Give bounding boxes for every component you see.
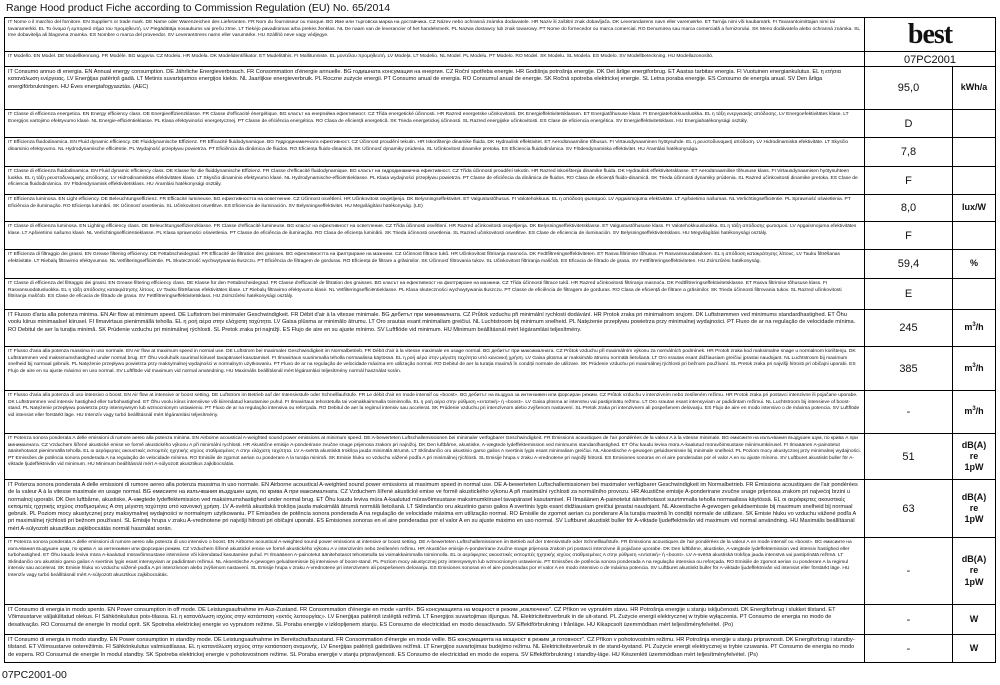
row-description: IT Flusso d'aria alla potenza di uso intensivo o boost. EN Air flow at intensive or boost setting. DE Luftstrom im Betrieb auf der Intensivstufe oder Schnelllaufstufe. FR Le débit d'air en mode intensif ou «boost». BG дебитът на въздуха за интензивен или форсиран режим. CZ Průtok vzduchu v intenzivním nebo zesíleném režimu. HR Protok zraka pri postavci intenzivne ili pojačane uporabe. DK Luftstrømmen ved intensiv hastighed eller turbohastighed. ET Õhu voolu kiirus intensiivse või kiirendatud kasutamise puhul. FI Ilmavirtaus tehostetulla tai voimakkaimmalla toiminnolla. EL η ροή αέρα στην ρύθμιση «εντατική» ή «boost». LV Gaisa plūsma ar intensīvu vai pastiprinātu režīmu. LT Oro srautas esant intensyviam ar padidintam režimui. NL Luchtstroom bij intensieve of boost-stand. PL Natężenie przepływu powietrza przy intensywnym lub wzmocnionym ustawieniu. PT Fluxo de ar na regulação intensiva ou reforçada. RO Debitul de aer la regimul intensiv sau accelerat. SK Prúdenie vzduchu pri intenzívnom alebo zvýšenom nastavení. SL Pretok zraka pri intenzivnem ali pospešenem delovanju. ES Flujo de aire en modo intensivo o de máxima potencia. SV Luftflöde vid intensivt eller förstärkt läge. HU Intenzív vagy turbó beállításnál mért légáramlási teljesítmény. — [5, 391, 865, 433]
light-class-row — [5, 221, 995, 249]
row-unit — [953, 167, 995, 194]
row-value: - — [865, 538, 953, 604]
document-code: 07PC2001-00 — [2, 669, 67, 681]
row-description: IT Efficienza di filtraggio dei grassi. EN Grease filtering efficiency. DE Fettabscheidegrad. FR Efficacité de filtration des graisses. BG ефективността на филтриране на мазнини. CZ Účinnost filtrace tuků. HR Učinkovitost filtriranja masnoća. DK Fedtfiltreringseffektiviteten. ET Rasva filtrimise tõhusus. FI Rasvanssuodatuksen. EL η απόδοση κατακράτησης λίπους. LV Tauku filtrēšanas efektivitāte. LT Riebalų filtravimo efektyvumas. NL Vetfilteringsefficiëntie. PL Skuteczność wychwytywania tłuszczu. PT Eficiência de filtragem de gorduras. RO Eficiența de filtrare a grăsimilor. SK Účinnosť filtrovania tukov. SL Učinkovitost filtriranja maščob. ES Eficacia de filtrado de grasa. SV Fettfiltreringseffektiviteten. HU Zsírszűrési hatékonyság. — [5, 250, 865, 278]
energy-class-row — [5, 109, 995, 137]
row-value: - — [865, 635, 953, 662]
row-value: E — [865, 279, 953, 309]
row-unit: dB(A) re 1pW — [961, 491, 987, 525]
row-value: D — [865, 110, 953, 137]
row-unit: % — [969, 258, 978, 269]
row-value: 7,8 — [865, 138, 953, 166]
row-description: IT Nome o il marchio del fornitore. EN Supplier's or trade mark. DE Name oder Warenzeichen des Lieferanten. FR Nom du fournisseur ou marque. BG Име или търговска марка на доставчика. CZ Název nebo ochranná známka dodavatele. HR Naziv ili zaštitni znak dobavljača. DK Leverandørens navn eller varemærke. ET Tarnija nimi või kaubamärk. FI Tavarantoimittajan nimi tai tavaramerkki. EL Το όνομα ή εμπορικό σήμα του προμηθευτή. LV Piegādātāja nosaukums vai preču zīme. LT Tiekėjo pavadinimas arba prekės ženklas. NL De naam van de leverancier of het handelsmerk. PL Nazwa dostawcy lub znak towarowy. PT Nome do fornecedor ou marca comercial. RO Denumirea sau marca comercială a furnizorului. SK Meno dodávateľa alebo ochranná známka. SL Ime dobavitelja ali blagovna znamka. ES Nombre o marca del proveedor. SV Leverantörens namn eller varumärke. HU Szállító neve vagy védjegye. — [5, 18, 865, 51]
row-unit: kWh/a — [960, 82, 988, 93]
row-unit: dB(A) re 1pW — [961, 439, 987, 473]
brand-logo — [865, 18, 995, 49]
row-description: IT Classe di efficienza energetica. EN Energy efficiency class. DE Energieeffizienzklasse. FR Classe d'efficacité énergétique. BG класът на енергийна ефективност. CZ Třída energetické účinnosti. HR Razred energetske učinkovitosti. DK Energieffektivitetsklassen. ET Energiatõhususe klass. FI Energiatehokkuusluokka. EL η τάξη ενεργειακής απόδοσης. LV Energoefektivitātes klase. LT Energijos vartojimo efektyvumo klasė. NL Energie-efficiëntieklasse. PL Klasa efektywności energetycznej. PT Classe de eficiência energética. RO Clasa de eficiență energetică. SK Trieda energetickej účinnosti. SL Razred energijske učinkovitosti. ES Clase de eficiencia energética. SV Energieffektivitetsklass. HU Energiahatékonysági osztály. — [5, 110, 865, 137]
light-efficiency-row — [5, 194, 995, 221]
row-description: IT Consumo di energia in modo spento. EN Power consumption in off mode. DE Leistungsaufnahme im Aus-Zustand. FR Consommation d'énergie en mode «arrêt». BG консумацията на мощност в режим „изключено“. CZ Příkon ve vypnutém stavu. HR Potrošnja energije u stanju isključenosti. DK Energiforbrug i slukket tilstand. ET Võimsustarve väljalülitatud olekus. FI Sähkönkulutus pois-tilassa. EL η κατανάλωση ισχύος στην κατάσταση «εκτός λειτουργίας». LV Enerģijas patēriņš izslēgtā režīmā. LT Energijos suvartojimas išjungus. NL Elektriciteitsverbruik in de uit-stand. PL Zużycie energii elektrycznej w trybie wyłączenia. PT Consumo de energia no modo de desativação. RO Consumul de energie în modul oprit. SK Spotreba elektrickej energie vo vypnutom režime. SL Poraba energije v izklopljenem stanju. ES Consumo de electricidad en modo desactivado. SV Effektförbrukning i frånläge. HU Kikapcsolt üzemmódban mért teljesítményfelvétel. (Po) — [5, 605, 865, 634]
row-description: IT Classe di efficienza luminosa. EN Lighting efficiency class. DE Beleuchtungseffizienzklasse. FR Classe d'efficacité lumineuse. BG класът на ефективност на осветление. CZ Třída účinnosti osvětlení. HR Razred učinkovitosti osvjetljenja. DK Belysningseffektivitetsklasse. ET Valgustustõhususe klass. FI Valotehokkuusluokka. EL η τάξη απόδοσης φωτισμού. LV Apgaismojuma efektivitātes klase. LT Apšvietimo našumo klasė. NL Verlichtingsefficiëntieklasse. PL Klasa sprawności oświetlenia. PT Classe de eficiência de iluminação. RO Clasa de eficiența luminării. SK Trieda účinnosti osvetlenia. SL Razred učinkovitosti osvetlitve. ES Clase de eficiencia de iluminación. SV Belysningseffektivitetsklass. HU Megvilágítási hatékonysági osztály. — [5, 222, 865, 249]
noise-min-row — [5, 433, 995, 479]
row-unit — [953, 279, 995, 309]
row-value: F — [865, 167, 953, 194]
row-value: 8,0 — [865, 195, 953, 221]
airflow-max-row — [5, 346, 995, 390]
row-value: 59,4 — [865, 250, 953, 278]
row-description: IT Classe di efficienza fluidodinamica. EN Fluid dynamic efficiency class. DE Klasse für die fluiddynamische Effizienz. FR Classe d'efficacité fluidodynamique. BG класът на гидродинамична ефективност. CZ Třída účinnosti proudění tekutin. HR Razred iskorištenja dinamike fluida. DK Hydraulisk effektivitetsklasse. ET Aerodünaamilise tõhususe klass. FI Virtausdynaamisen hyötysuhteen luokka. EL η τάξη ρευστοδυναμικής απόδοσης. LV Hidrodinamiskās efektivitātes klase. LT Skysčio dinaminio efektyvumo klasė. NL Hydrodynamische-efficiëntieklasse. PL Klasa wydajności przepływu powietrza. PT Classe de eficiência da dinâmica de fluidos. RO Clasa de eficiență fluido-dinamică. SK Trieda účinnosti dynamiky prúdenia. SL Razred učinkovitosti dinamike pretoka. ES Clase de eficiencia fluidodinámica. SV Flödesdynamisk effektivitetsklass. HU Áramlási hatékonysági osztály. — [5, 167, 865, 194]
grease-efficiency-row — [5, 249, 995, 278]
row-description: IT Potenza sonora ponderata A delle emissioni di rumore aereo alla potenza di uso intensivo o boost. EN Airborne acoustical A-weighted sound power emissions at intensive or boost setting. DE A-bewerteten Luftschallemissionen im Betrieb auf der Intensivstufe oder Schnelllaufstufe. FR Émissions acoustiques de l'air pondérées de la valeur A en mode intensif ou «boost». BG емисиите на излъчвания въздушен шум, по крива А за интензивен или форсиран режим. CZ Vzduchem šířené akustické emise ve formě akustického výkonu A v intenzivním nebo zesíleném režimu. HR Akustične emisije A-ponderirane zvučne snage prijenosa zrakom pri postavci intenzivne ili pojačane uporabe. DK Den luftbårne, akustiske, A-vægtede lydeffektemission ved intensiv hastighed eller turbohastighed. ET Õhu kaudu leviva müra A-kaalutud müravõimsustase intensiivse või kiirendatud kasutamise puhul. FI Ilmaäänen A-painotetut äänitehotasot tehostetulla tai voimakkaimmalla toiminnolla. EL οι αερόφερτες ακουστικές εκπομπές ηχητικής ισχύος σταθμισμένες Α στην ρύθμιση «εντατική» ή «boost». LV A-svērtā akustiskā trokšņa jauda intensīvā vai pastiprinātā režīmā. LT Sklindančio oru akustinio garso galios A svertinis lygis esant intensyviam ar padidintam režimui. NL Akoestische A-gewogen geluidsemissie bij intensieve of boost-stand. PL Poziom mocy akustycznej przy intensywnym lub wzmocnionym ustawieniu. PT Emissões de potência sonora ponderada A na regulação intensiva ou reforçada. RO Emisiile de zgomot aerian cu ponderare A la regimul intensiv sau accelerat. SK Emisie hluku vo vzduchu vážené podľa A pri intenzívnom alebo zvýšenom nastavení. SL Emisije hrupa v zraku A-vrednotene pri intenzivnem ali pospešenem delovanju. ES Emisiones sonoras en el aire ponderadas por el valor A en modo intensivo o de máxima potencia. SV Luftburet akustiskt buller för A-viktade ljudeffektnivån vid intensivt eller förstärkt läge. HU Intenzív vagy turbó beállításnál mért A-súlyozott akusztikus zajkibocsátás. — [5, 538, 865, 604]
row-unit: $m^3/h$ — [964, 406, 984, 417]
noise-boost-row — [5, 537, 995, 604]
power-standby-row — [5, 634, 995, 662]
row-description: IT Classe di efficienza del filtraggio dei grassi. EN Grease filtering efficiency class. DE Klasse für den Fettabscheidegrad. FR Classe d'efficacité de filtration des graisses. BG класът на ефективност на филтриране на мазнини. CZ Třída účinnosti filtrace tuků. HR Razred učinkovitosti filtriranja masnoća. DK Fedtfiltreringseffektivitetsklasse. ET Rasva filtrimise tõhususe klass. FI Rasvansuodatusluokka. EL η τάξη απόδοσης κατακράτησης λίπους. LV Tauku filtrēšanas efektivitātes klase. LT Riebalų filtravimo efektyvumo klasė. NL Vetfilteringsefficiëntieklasse. PL Klasa skuteczności wychwytywania tłuszczu. PT Classe de eficiência de filtragem de gorduras. RO Clasa de eficiență de filtrare a grăsimilor. SK Trieda účinnosti filtrovania tukov. SL Razred učinkovitosti filtriranja maščob. ES Clase de eficacia de filtrado de grasa. SV Fettfiltreringseffektivitetsklass. HU Zsírszűrési hatékonysági osztály. — [5, 279, 865, 309]
row-unit: W — [969, 642, 979, 653]
row-description: IT Flusso d'aria alla potenza minima. EN Air flow at minimum speed. DE Luftstrom bei minimaler Geschwindigkeit. FR Débit d'air à la vitesse minimale. BG дебитът при минималната. CZ Průtok vzduchu při minimální rychlosti dodávání. HR Protok zraka pri minimalnom srujom. DK Luftstrømmen ved minimums standardhastighed. ET Õhu voolu kiirus minimaalsel kiirusel. FI Ilmavirtaus pienimmällä teholla. EL η ροή αέρα στην ελάχιστη ταχύτητα. LV Gaisa plūsma ar minimālo ātrumu. LT Oro srautas esant minimaliam greičiui. NL Luchtstroom bij minimum snelheid. PL Natężenie przepływu powietrza przy minimalnej wydajności. PT Fluxo de ar na regulação de velocidade mínima. RO Debitul de aer la turația minimă. SK Prúdenie vzduchu pri minimálnej rýchlosti. SL Pretok zraka pri najnižji. ES Flujo de aire en su ajuste mínimo. SV Luftflöde vid minimum. HU Minimum beállításnál mért légáramlási teljesítmény. — [5, 310, 865, 346]
row-description: IT Potenza sonora ponderata A delle emissioni di rumore aereo alla potenza massima in uso normale. EN Airborne acoustical A-weighted sound power emissions at maximum speed in normal use. DE A-bewerteten Luftschallemissionen bei maximaler verfügbarer Geschwindigkeit im Normalbetrieb. FR Émissions acoustiques de l'air pondérées de la valeur A à la vitesse maximale en usage normal. BG емисиите на излъчвания въздушен шум, по крива А при максималната. CZ Vzduchem šířené akustické emise ve formě akustického výkonu A při maximální rychlosti za normálního provozu. HR Akustične emisije A-ponderirane zvučne snage prijenosa zrakom pri najvećoj brzini u normalnoj uporabi. DK Den luftbårne, akustiske, A-vægtede lydeffektemission ved maksimumshastighed under normal brug. ET Õhu kaudu leviva müra A-kaalutud müravõimsustase maksimumkiirusel tavapärasel kasutamisel. FI Ilmaäänen A-painotetut äänitehotasot suurimmalla teholla normaalissa käytössä. EL οι αερόφερτες ακουστικές εκπομπές ηχητικής ισχύος σταθμισμένες Α στη μέγιστη ταχύτητα υπό κανονική χρήση. LV A-svērtā akustiskā trokšņa jauda maksimālā ātrumā normālā lietošanā. LT Sklindančio oru akustinio garso galios A svertinis lygis esant didžiausiam greičiui įprastai naudojant. NL Akoestische A-gewogen geluidsemissie bij maximum snelheid bij normaal gebruik. PL Poziom mocy akustycznej przy maksymalnej wydajności w normalnym użytkowaniu. PT Emissões de potência sonora ponderada A na regulação de velocidade máxima em utilização normal. RO Emisiile de zgomot aerian cu ponderare A la turația maximă în condiții normale de utilizare. SK Emisie hluku vo vzduchu vážené podľa A pri maximálnej rýchlosti pri bežnom používaní. SL Emisije hrupa v zraku A-vrednotene pri najvišji hitrosti pri običajni uporabi. ES Emisiones sonoras en el aire ponderadas por el valor A en su ajuste máximo en uso normal. SV Luftburet akustiskt buller för A-viktade ljudeffektnivån vid maximum vid normal användning. HU Maximális beállításnál mért A-súlyozott akusztikus zajkibocsátás normál használat során. — [5, 480, 865, 537]
row-unit — [953, 222, 995, 249]
power-off-row — [5, 604, 995, 634]
row-value: F — [865, 222, 953, 249]
row-description: IT Efficienza fluidodinamica. EN Fluid dynamic efficiency. DE Fluiddynamische Effizienz. FR Efficacité fluidodynamique. BG Гидродинамичната ефективност. CZ Účinnost proudění tekutin. HR Iskorištenje dinamike fluida. DK Hydraulisk effektivitet. ET Aerodünaamiline tõhusus. FI Virtausdynaaminen hyötysuhde. EL η ρευστοδυναμική απόδοση. LV Hidrodinamiskā efektivitāte. LT Skysčio dinaminio efektyvumo. NL Hydrodynamische efficiëntie. PL Wydajność przepływu powietrza. PT Eficiência da dinâmica de fluidos. RO Eficiența fluido-dinamică. SK Účinnosť dynamiky prúdenia. SL Učinkovitost dinamike pretoka. ES Eficiencia fluidodinámica. SV Flödesdynamiska effektivitet. HU Áramlási hatékonysága. — [5, 138, 865, 166]
noise-max-row — [5, 479, 995, 537]
row-description: IT Consumo di energia in modo standby. EN Power consumption in standby mode. DE Leistungsaufnahme im Bereitschaftszustand. FR Consommation d'énergie en mode veille. BG консумацията на мощност в режим „в готовност“. CZ Příkon v pohotovostním režimu. HR Potrošnja energije u stanju pripravnosti. DK Energiforbrug i standby-tilstand. ET Võimsustarve ooterežiimis. FI Sähkönkulutus valmiustilassa. EL η κατανάλωση ισχύος στην κατάσταση αναμονής. LV Enerģijas patēriņš gaidstāves režīmā. LT Energijos suvartojimas budėjimo režimu. NL Elektriciteitsverbruik in de stand-bystand. PL Zużycie energii elektrycznej w trybie czuwania. PT Consumo de energia no modo de espera. RO Consumul de energie în modul standby. SK Spotreba elektrickej energie v pohotovostnom režime. SL Poraba energije v stanju pripravljenosti. ES Consumo de electricidad en modo de espera. SV Effektförbrukning i standby-läge. HU Készenléti üzemmódban mért teljesítményfelvétel. (Ps) — [5, 635, 865, 662]
model-label: 07PC2001 — [865, 51, 995, 67]
row-unit — [953, 138, 995, 166]
fluid-class-row — [5, 166, 995, 194]
row-unit: $m^3/h$ — [964, 362, 984, 373]
row-unit: dB(A) re 1pW — [961, 554, 987, 587]
row-value: 95,0 — [865, 67, 953, 109]
brand-logo-text: best — [907, 18, 953, 49]
row-unit — [953, 110, 995, 137]
row-description: IT Flusso d'aria alla potenza massima in uso normale. EN Air flow at maximum speed in normal use. DE Luftstrom bei maximaler Geschwindigkeit im Normalbetrieb. FR Débit d'air à la vitesse maximale en usage normal. BG дебитът при максималната. CZ Průtok vzduchu při maximálním výkonu za normálních podmínek. HR Protok zraka kod maksimalne snage u normalnom korištenju. DK Luftstrømmen ved maksimumshastighed under normal brug. ET Õhu vooluhulk suurimal kiirusel tavapärasel kasutamisel. FI Ilmavirtaus suurimmalla teholla normaalissa käytössä. EL η ροή αέρα στην μέγιστη ταχύτητα υπό κανονική χρήση. LV Gaisa plūsma ar maksimālo ātrumu normālā lietošanā. LT Oro srautas esant didžiausiam greičiui įprastai naudojant. NL Luchtstroom bij maximum snelheid bij normaal gebruik. PL Natężenie przepływu powietrza przy maksymalnej wydajności w normalnym użytkowaniu. PT Fluxo de ar na regulação de velocidade máxima em utilização normal. RO Debitul de aer la turația maximă în condiții normale de utilizare. SK Prúdenie vzduchu pri maximálnej rýchlosti pri bežnom používaní. SL Pretok zraka pri najvišji hitrosti pri običajni uporabi. ES Flujo de aire en su ajuste máximo en uso normal. SV Luftflöde vid maximum vid normal användning. HU Maximális beállításnál mért légáramlási teljesítmény normál használat során. — [5, 347, 865, 390]
row-value: 385 — [865, 347, 953, 390]
model-row — [5, 51, 995, 66]
annual-energy-row — [5, 66, 995, 109]
airflow-min-row — [5, 309, 995, 346]
row-value: 245 — [865, 310, 953, 346]
row-unit: W — [969, 613, 979, 624]
product-fiche-table — [4, 17, 996, 663]
row-unit: $m^3/h$ — [964, 322, 984, 333]
row-description: IT Modello. EN Model. DE Modellkennung. FR Modèle. BG модела. CZ Modelu. HR Modela. DK Modelidentifikator. ET Mudelitähis. FI Mallitunniste. EL μοντέλου προμηθευτή. LV Modeļa. LT Modelio. NL Model. PL Modelu. PT Modelo. RO Model. SK Modelu. SL Modela. ES Modelo. SV Modellbeteckning. HU Modellazonosító. — [5, 52, 865, 66]
row-unit: lux/W — [962, 202, 986, 213]
grease-class-row — [5, 278, 995, 309]
airflow-boost-row — [5, 390, 995, 433]
page-title: Range Hood product Fiche according to Commission Regulation (EU) No. 65/2014 — [6, 2, 391, 14]
row-value: - — [865, 605, 953, 634]
row-value: - — [865, 391, 953, 433]
row-value: 63 — [865, 480, 953, 537]
row-description: IT Potenza sonora ponderata A delle emissioni di rumore aereo alla potenza minima. EN Airborne acoustical A-weighted sound power emissions at minimum speed. DE A-bewerteten Luftschallemissionen bei minimaler verfügbarer Geschwindigkeit. FR Émissions acoustiques de l'air pondérées de la valeur A à la vitesse minimale. BG емисиите на излъчвания въздушен шум, по крива А при минималната. CZ Vzduchem šířené akustické emise ve formě akustického výkonu A při minimální rychlosti. HR Akustične emisije A-ponderirane zvučne snage prijenosa zrakom pri najnižoj. DK Den luftbårne, akustiske, A-vægtede lydeffektemission ved minimums standardhastighed. ET Õhu kaudu leviva müra A-kaalutud müravõimsustase miinimumkiirusel. FI Ilmaäänen A-painotetut äänitehotasot pienimmällä teholla. EL οι αερόφερτες ακουστικές εκπομπές ηχητικής ισχύος σταθμισμένες Α στην ελάχιστη ταχύτητα. LV A-svērtā akustiskā trokšņa jauda minimālā ātrumā. LT Sklindančio oru akustinio garso galios A svertinis lygis esant minimaliam greičiui. NL Akoestische A-gewogen geluidsemissie bij minimale snelheid. PL Poziom mocy akustycznej przy minimalnej wydajności. PT Emissões de potência sonora ponderada A na regulação de velocidade mínima. RO Emisiile de zgomot aerian cu ponderare A la turația minimă. SK Emisie hluku vo vzduchu vážené podľa A pri minimálnej rýchlosti. SL Emisije hrupa v zraku A-vrednotene pri najnižji hitrosti. ES Emisiones sonoras en el aire ponderadas por el valor A en su ajuste mínimo. SV Luftburet akustiskt buller för A-viktade ljudeffektnivån vid minimum. HU Minimum beállításnál mért A-súlyozott akusztikus zajkibocsátás. — [5, 434, 865, 479]
fluid-efficiency-row — [5, 137, 995, 166]
row-value: 51 — [865, 434, 953, 479]
row-description: IT Efficienza luminosa. EN Light efficiency. DE Beleuchtungseffizienz. FR Efficacité lumineuse. BG ефективността на осветление. CZ Účinnost osvětlení. HR Učinkovitost osvjetljenja. DK Belysningseffektivitet. ET Valgustustõhusus. FI Valotehokkuus. EL η απόδοση φωτισμού. LV Apgaismojuma efektivitāte. LT Apšvietimo našumas. NL Verlichtingsefficiëntie. PL Sprawność oświetlenia. PT Eficiência de iluminação. RO Eficiența luminării. SK Účinnosť osvetlenia. SL Učinkovitost osvetlitve. ES Eficiencia de iluminación. SV Belysningseffektivitet. HU Megvilágítási hatékonyság. (LE) — [5, 195, 865, 221]
row-description: IT Consumo annuo di energia. EN Annual energy consumption. DE Jährliche Energieverbrauch. FR Consommation d'énergie annuelle. BG годишната консумация на енергия. CZ Roční spotřeba energie. HR Godišnja potrošnja energije. DK Det årlige energiforbrug. ET Aastas tarbitav energia. FI Vuotuinen energiankulutus. EL η ετήσια κατανάλωση ενέργειας. LV Enerģijas patēriņš gadā. LT Metinis suvartojamos energijos kiekis. NL Jaarlijkse energieverbruik. PL Roczne zużycie energii. PT Consumo anual de energia. RO Consumul anual de energie. SK Ročná spotreba elektrickej energie. SL Letna poraba energije. ES Consumo de energía anual. SV Den årliga energiförbrukningen. HU Éves energiafogyasztás. (AEC) — [5, 67, 865, 109]
